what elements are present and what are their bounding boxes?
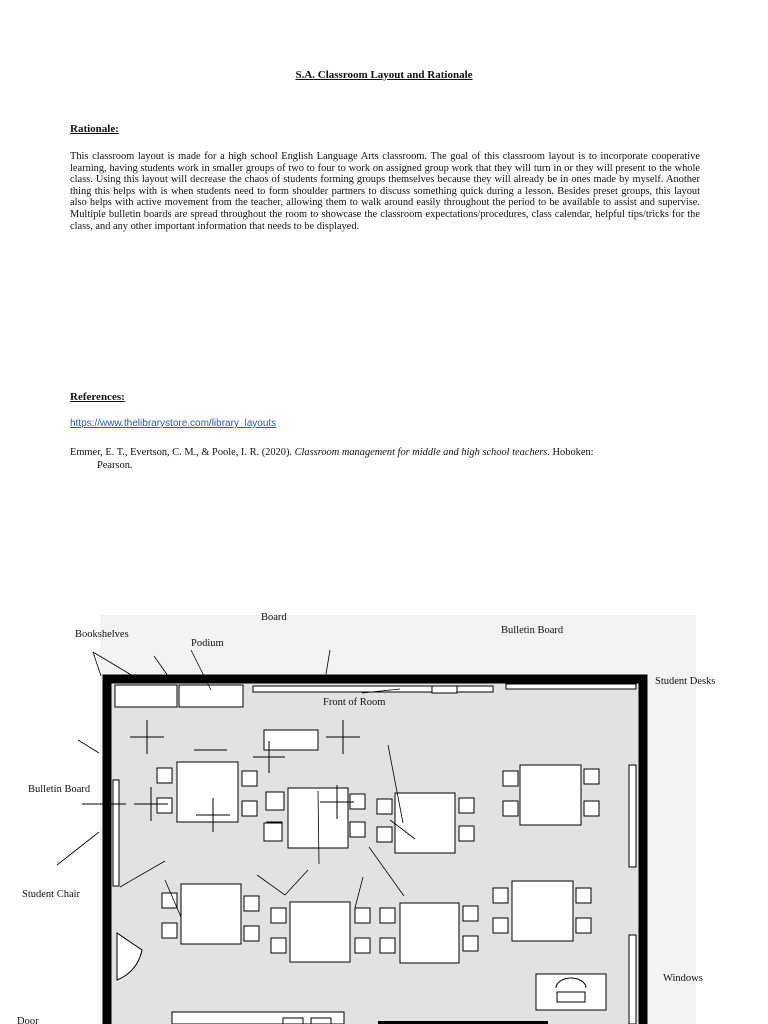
board-tray [432,686,457,693]
label-bookshelves: Bookshelves [75,629,129,640]
student-chair [377,799,392,814]
bulletin-board-top [506,684,636,689]
leader-line [93,652,101,676]
label-board: Board [261,612,287,623]
window-1 [629,765,636,867]
student-chair [244,926,259,941]
label-bulletin-board-left: Bulletin Board [28,784,91,795]
classroom-layout-diagram [0,590,768,1024]
student-chair [162,893,177,908]
student-chair [271,938,286,953]
student-chair [350,822,365,837]
student-chair [380,908,395,923]
student-chair [463,906,478,921]
student-desk [290,902,350,962]
student-chair [157,768,172,783]
rationale-paragraph: This classroom layout is made for a high school English Language Arts classroom. The goal of this classroom layout is to incorporate cooperative learning, having students work in smaller groups of two to four to work on assigned group work that they will turn in or they will present to the whole class. Using this layout will decrease the chaos of students forming groups themselves because they will already be in ones made by myself. Another thing this helps with is when students need to form shoulder partners to discuss something quick during a lesson. Besides preset groups, this layout also helps with active movement from the teacher, allowing them to walk around easily throughout the period to be available to assist and supervise. Multiple bulletin boards are spread throughout the room to showcase the classroom expectations/procedures, class calendar, helpful tips/tricks for the class, and any other important information that needs to be displayed. [70,151,700,232]
reference-link[interactable]: https://www.thelibrarystore.com/library_layouts [70,418,277,429]
student-chair [242,771,257,786]
student-chair [459,826,474,841]
podium-box [266,792,284,810]
podium [179,685,243,707]
bulletin-board-left [113,780,119,886]
student-chair [355,938,370,953]
label-podium: Podium [191,638,224,649]
podium-box [264,823,282,841]
citation-publisher-1: Hoboken: [552,447,594,458]
student-chair [377,827,392,842]
student-chair [271,908,286,923]
student-chair [157,798,172,813]
student-desk [181,884,241,944]
student-chair [503,771,518,786]
citation-publisher-2: Pearson. [97,459,133,471]
student-desk [177,762,238,822]
teacher-desk [264,730,318,750]
leader-line [57,832,99,865]
student-chair [584,769,599,784]
student-chair [463,936,478,951]
bottom-box-1 [283,1018,303,1024]
citation-authors: Emmer, E. T., Evertson, C. M., & Poole, I. R. (2020). [70,447,292,458]
student-desk [395,793,455,853]
student-chair [459,798,474,813]
label-student-desks: Student Desks [655,676,716,687]
printer-station [536,974,606,1010]
bottom-box-2 [311,1018,331,1024]
student-chair [503,801,518,816]
rationale-heading: Rationale: [70,123,119,135]
label-door: Door [17,1016,39,1024]
student-chair [355,908,370,923]
label-front-of-room: Front of Room [323,697,386,708]
student-chair [162,923,177,938]
label-student-chair: Student Chair [22,889,81,900]
citation [70,447,710,472]
label-windows: Windows [663,973,703,984]
student-chair [576,918,591,933]
window-2 [629,935,636,1024]
student-desk [512,881,573,941]
citation-book-title: Classroom management for middle and high school teachers. [294,447,550,458]
student-chair [584,801,599,816]
student-chair [493,888,508,903]
student-chair [244,896,259,911]
student-desk [520,765,581,825]
bookshelf [115,685,177,707]
student-chair [242,801,257,816]
room-floor [110,682,640,1024]
leader-line [78,740,99,753]
student-chair [380,938,395,953]
references-heading: References: [70,391,125,403]
student-desk [400,903,459,963]
document-title: S.A. Classroom Layout and Rationale [295,69,473,81]
label-bulletin-board-top: Bulletin Board [501,625,564,636]
student-chair [576,888,591,903]
student-chair [493,918,508,933]
